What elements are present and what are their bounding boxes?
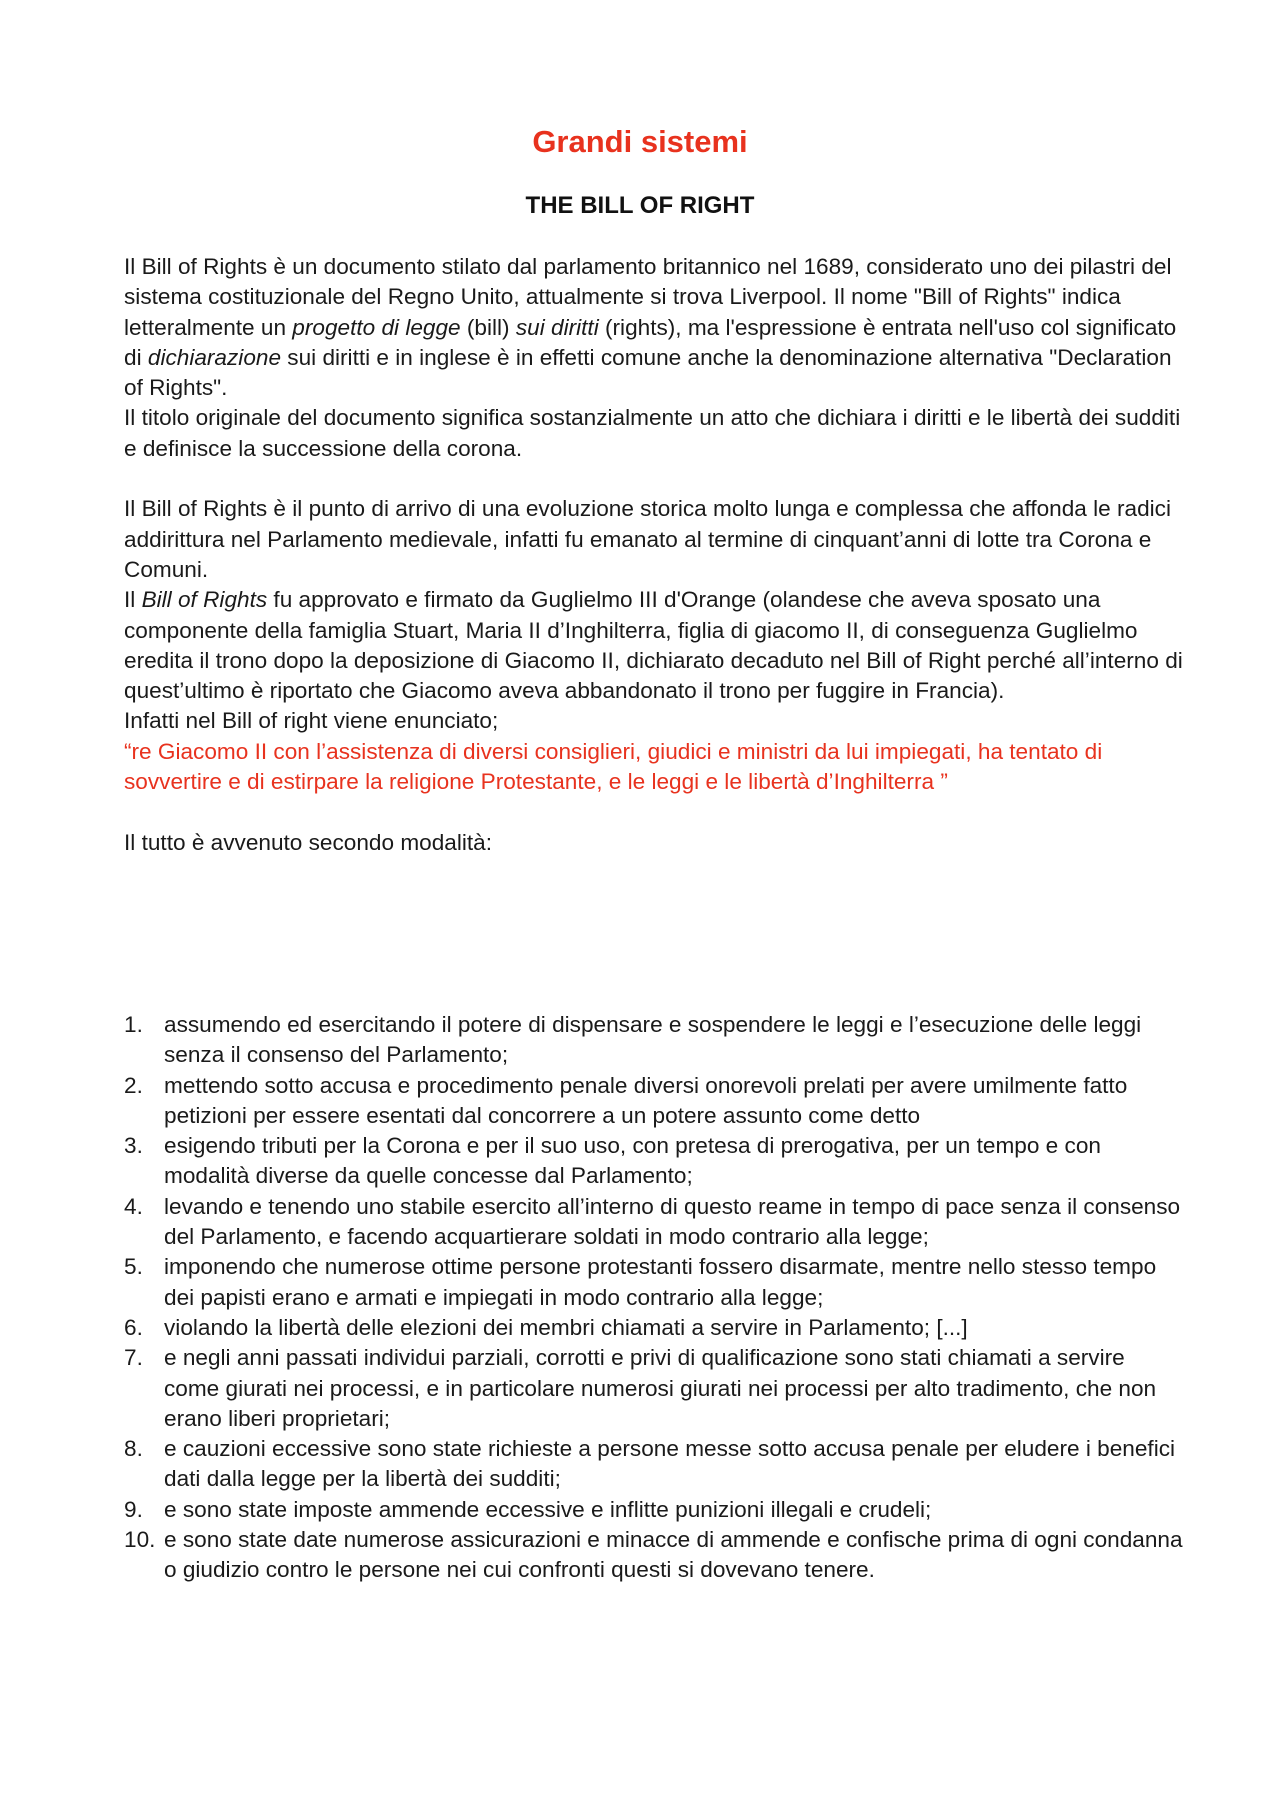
- list-item-number: 9.: [124, 1496, 143, 1522]
- list-item: [124, 1525, 1184, 1586]
- paragraph-title-meaning: Il titolo originale del documento significa sostanzialmente un atto che dichiara i diritti e le libertà dei sudditi e definisce la successione della corona.: [124, 405, 1181, 461]
- page-title: Grandi sistemi: [532, 124, 748, 159]
- italic-run: Bill of Rights: [141, 587, 268, 613]
- list-item: [124, 1071, 1184, 1132]
- document-subtitle: THE BILL OF RIGHT: [525, 192, 755, 219]
- text-run: Il Bill of Rights è un documento stilato dal parlamento britannico nel 1689, considerato uno dei pilastri del sistema costituzionale del Regno Unito, attualmente si trova Liverpool. Il nome "Bill of Rights" indica letteralmente un: [124, 254, 1172, 340]
- paragraph-gap: [124, 797, 1184, 827]
- text-run: fu approvato e firmato da Guglielmo III d'Orange (olandese che aveva sposato una componente della famiglia Stuart, Maria II d’Inghilterra, figlia di giacomo II, di conseguenza Guglielmo eredita il trono dopo la deposizione di Giacomo II, dichiarato decaduto nel Bill of Right perché all’interno di quest’ultimo è riportato che Giacomo aveva abbandonato il trono per fuggire in Francia).: [124, 587, 1183, 704]
- list-item-text: esigendo tributi per la Corona e per il suo uso, con pretesa di prerogativa, per un tempo e con modalità diverse da quelle concesse dal Parlamento;: [164, 1133, 1101, 1189]
- text-run: sui diritti e in inglese è in effetti comune anche la denominazione alternativa "Declaration of Rights".: [124, 344, 1172, 401]
- list-item: [124, 1434, 1184, 1495]
- list-item-number: 3.: [124, 1133, 143, 1159]
- list-item-number: 4.: [124, 1193, 143, 1219]
- italic-run: sui diritti: [515, 314, 599, 340]
- grievance-list: [124, 1010, 1184, 1586]
- list-item: [124, 1252, 1184, 1313]
- list-item-text: e sono state imposte ammende eccessive e inflitte punizioni illegali e crudeli;: [164, 1496, 932, 1522]
- list-item-number: 1.: [124, 1012, 143, 1037]
- list-item-text: assumendo ed esercitando il potere di dispensare e sospendere le leggi e l’esecuzione delle leggi senza il consenso del Parlamento;: [164, 1012, 1142, 1068]
- list-item: [124, 1343, 1184, 1434]
- list-item: [124, 1313, 1184, 1343]
- list-item-text: e sono state date numerose assicurazioni e minacce di ammende e confische prima di ogni condanna o giudizio contro le persone nei cui confronti questi si dovevano tenere.: [164, 1527, 1183, 1583]
- quote-highlight: “re Giacomo II con l’assistenza di diversi consiglieri, giudici e ministri da lui impiegati, ha tentato di sovvertire e di estirpare la religione Protestante, e le leggi e le libertà d’Inghilterra ”: [124, 738, 1103, 795]
- text-run: (bill): [460, 314, 516, 340]
- italic-run: progetto di legge: [292, 314, 461, 340]
- list-item: [124, 1495, 1184, 1525]
- paragraph-enunciation: Infatti nel Bill of right viene enunciato;: [124, 708, 499, 734]
- list-item-text: mettendo sotto accusa e procedimento penale diversi onorevoli prelati per avere umilmente fatto petizioni per essere esentati dal concorrere a un potere assunto come detto: [164, 1072, 1128, 1128]
- italic-run: dichiarazione: [147, 344, 282, 370]
- list-item-number: 7.: [124, 1345, 143, 1371]
- list-item-number: 2.: [124, 1072, 143, 1098]
- paragraph-gap: [124, 464, 1184, 494]
- list-item-number: 5.: [124, 1254, 143, 1280]
- paragraph-history: Il Bill of Rights è il punto di arrivo di una evoluzione storica molto lunga e complessa che affonda le radici addirittura nel Parlamento medievale, infatti fu emanato al termine di cinquant’anni di lotte tra Corona e Comuni.: [124, 496, 1172, 582]
- document-body: [124, 252, 1184, 858]
- list-item-text: e cauzioni eccessive sono state richieste a persone messe sotto accusa penale per eludere i benefici dati dalla legge per la libertà dei sudditi;: [164, 1436, 1176, 1492]
- list-item-number: 8.: [124, 1436, 143, 1462]
- text-run: (rights), ma l'espressione è entrata nell'uso col significato di: [124, 314, 1177, 370]
- paragraph-modalities: Il tutto è avvenuto secondo modalità:: [124, 829, 493, 855]
- paragraph-intro: [124, 252, 1184, 403]
- list-item-text: e negli anni passati individui parziali, corrotti e privi di qualificazione sono stati chiamati a servire come giurati nei processi, e in particolare numerosi giurati nei processi per alto tradimento, che non erano liberi proprietari;: [164, 1345, 1157, 1431]
- list-item-text: violando la libertà delle elezioni dei membri chiamati a servire in Parlamento; [...]: [164, 1314, 968, 1340]
- list-item: [124, 1131, 1184, 1192]
- list-item: [124, 1010, 1184, 1071]
- list-item-number: 6.: [124, 1314, 143, 1340]
- list-item-text: levando e tenendo uno stabile esercito all’interno di questo reame in tempo di pace senza il consenso del Parlamento, e facendo acquartierare soldati in modo contrario alla legge;: [164, 1193, 1181, 1250]
- paragraph-approval: [124, 585, 1184, 706]
- text-run: Il: [124, 587, 142, 613]
- list-item: [124, 1192, 1184, 1253]
- list-item-text: imponendo che numerose ottime persone protestanti fossero disarmate, mentre nello stesso tempo dei papisti erano e armati e impiegati in modo contrario alla legge;: [164, 1254, 1157, 1310]
- list-item-number: 10.: [124, 1527, 156, 1553]
